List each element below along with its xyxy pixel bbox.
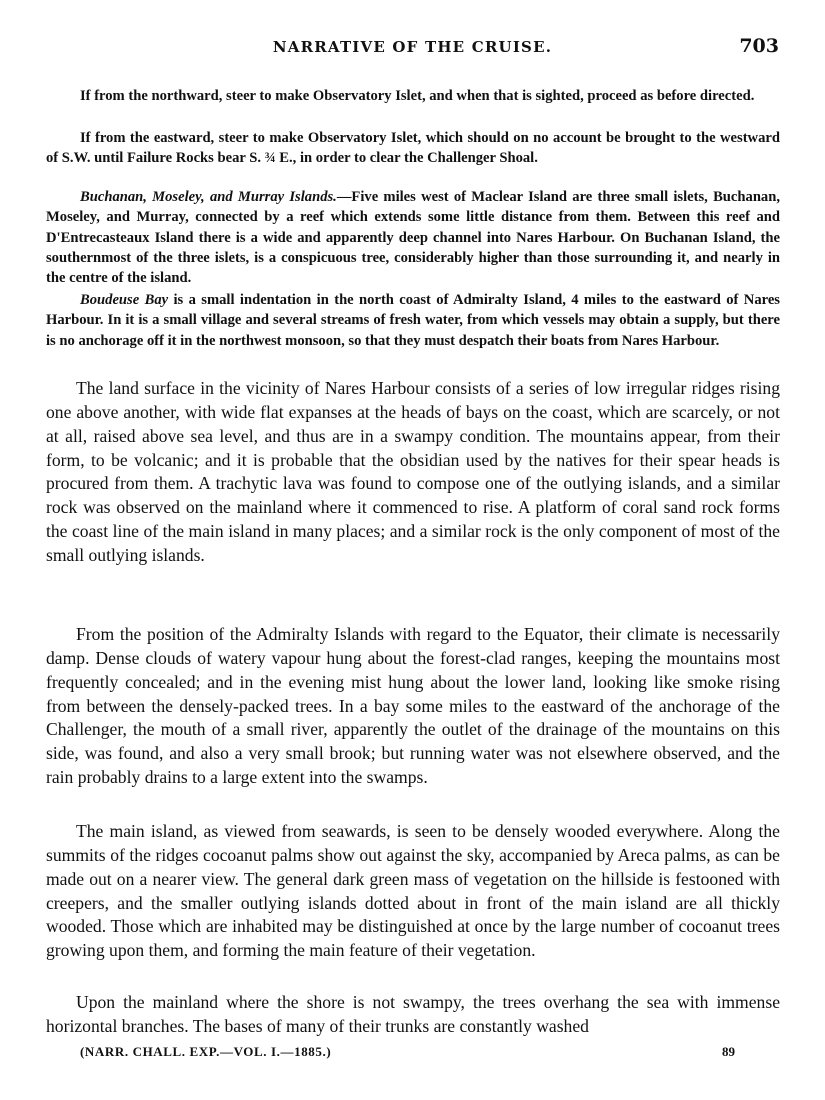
sailing-instruction-north [46,86,780,106]
body-paragraph-2-text: From the position of the Admiralty Islands with regard to the Equator, their climate is necessarily damp. Dense clouds of watery vapour hung about the forest-clad ranges, keeping the mountains most frequently concealed; and in the evening mist hung about the lower land, looking like smoke rising from between the densely-packed trees. In a bay some miles to the eastward of the anchorage of the Challenger, the mouth of a small river, apparently the outlet of the drainage of the mountains on this side, was found, and also a very small brook; but running water was not elsewhere observed, and the rain probably drains to a large extent into the swamps. [46,624,780,788]
footer-signature: 89 [722,1044,735,1059]
body-paragraph-4 [46,991,780,1039]
body-paragraph-4-text: Upon the mainland where the shore is not swampy, the trees overhang the sea with immense horizontal branches. The bases of many of their trunks are constantly washed [46,992,780,1036]
sailing-instruction-north-text: If from the northward, steer to make Observatory Islet, and when that is sighted, proceed as before directed. [80,88,755,104]
bay-paragraph [46,290,780,351]
body-paragraph-3-text: The main island, as viewed from seawards, is seen to be densely wooded everywhere. Along the summits of the ridges cocoanut palms show out against the sky, accompanied by Areca palms, as can be made out on a nearer view. The general dark green mass of vegetation on the hillside is festooned with creepers, and the smaller outlying islands dotted about in front of the main island are all thickly wooded. Those which are inhabited may be distinguished at once by the large number of cocoanut trees growing upon them, and forming the main feature of their vegetation. [46,821,780,961]
body-paragraph-1-text: The land surface in the vicinity of Nares Harbour consists of a series of low irregular ridges rising one above another, with wide flat expanses at the heads of bays on the coast, which are scarcely, or not at all, raised above sea level, and thus are in a swampy condition. The mountains appear, from their form, to be volcanic; and it is probable that the obsidian used by the natives for their spear heads is procured from them. A trachytic lava was found to compose one of the outlying islands, and a similar rock was observed on the mainland where it commenced to rise. A platform of coral sand rock forms the coast line of the main island in many places; and a similar rock is the only component of most of the small outlying islands. [46,378,780,565]
islands-text: —Five miles west of Maclear Island are three small islets, Buchanan, Moseley, and Murray, connected by a reef which extends some little distance from them. Between this reef and D'Entrecasteaux Island there is a wide and apparently deep channel into Nares Harbour. On Buchanan Island, the southernmost of the three islets, is a conspicuous tree, considerably higher than those surrounding it, and nearly in the centre of the island. [46,189,780,287]
islands-heading: Buchanan, Moseley, and Murray Islands. [80,189,337,205]
sailing-instruction-east-text: If from the eastward, steer to make Observatory Islet, which should on no account be brought to the westward of S.W. until Failure Rocks bear S. ¾ E., in order to clear the Challenger Shoal. [46,130,780,167]
page-title: NARRATIVE OF THE CRUISE. [272,38,553,56]
bay-text: is a small indentation in the north coast of Admiralty Island, 4 miles to the eastward of Nares Harbour. In it is a small village and several streams of fresh water, from which vessels may obtain a supply, but there is no anchorage off it in the northwest monsoon, so that they must despatch their boats from Nares Harbour. [46,292,780,349]
footer-citation: (NARR. CHALL. EXP.—VOL. I.—1885.) [80,1044,332,1059]
body-paragraph-1 [46,377,780,568]
bay-heading: Boudeuse Bay [80,292,169,308]
islands-paragraph [46,187,780,288]
body-paragraph-2 [46,623,780,790]
page-number: 703 [739,35,779,57]
body-paragraph-3 [46,820,780,963]
running-head [46,35,779,64]
sailing-instruction-east [46,128,780,169]
